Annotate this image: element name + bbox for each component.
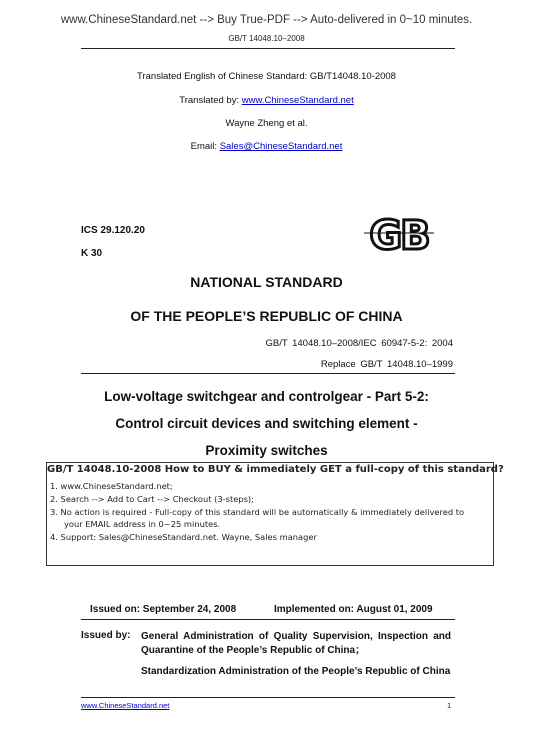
email-link[interactable]: Sales@ChineseStandard.net [219, 141, 343, 152]
standard-title-line1: NATIONAL STANDARD [190, 274, 343, 290]
doc-title-line1: Low-voltage switchgear and controlgear - Part 5-2: [104, 389, 429, 404]
implemented-on-date: Implemented on: August 01, 2009 [274, 604, 433, 615]
purchase-step-2: 2. Search --> Add to Cart --> Checkout (3-steps); [50, 494, 254, 504]
purchase-step-3-cont: your EMAIL address in 0~25 minutes. [64, 519, 221, 529]
footer-divider [81, 697, 455, 698]
gb-logo-text: GB [369, 213, 429, 257]
email-label: Email: [190, 141, 220, 152]
email-line [0, 141, 533, 152]
header-divider [81, 48, 455, 49]
translation-line: Translated English of Chinese Standard: GB/T14048.10-2008 [137, 71, 396, 82]
header-standard-number: GB/T 14048.10–2008 [228, 34, 305, 43]
purchase-heading: GB/T 14048.10-2008 How to BUY & immediately GET a full-copy of this standard? [47, 464, 504, 475]
purchase-step-4: 4. Support: Sales@ChineseStandard.net. Wayne, Sales manager [50, 532, 317, 542]
replace-code: Replace GB/T 14048.10–1999 [320, 359, 453, 370]
issuer-org-1: General Administration of Quality Supervision, Inspection and Quarantine of the People’s Republic of China； [141, 631, 451, 656]
page-number: 1 [447, 701, 452, 710]
purchase-info-box [46, 462, 504, 566]
issued-on-date: Issued on: September 24, 2008 [90, 604, 237, 615]
footer-site-link[interactable]: www.ChineseStandard.net [81, 701, 170, 710]
purchase-step-1: 1. www.ChineseStandard.net; [50, 481, 173, 491]
translator-name: Wayne Zheng et al. [225, 118, 308, 129]
translated-by-label: Translated by: [179, 95, 242, 106]
translator-site-link[interactable]: www.ChineseStandard.net [241, 95, 354, 106]
translated-by [0, 95, 533, 106]
standard-title-line2: OF THE PEOPLE’S REPUBLIC OF CHINA [130, 308, 403, 324]
doc-title-line3: Proximity switches [205, 443, 328, 458]
dates-divider [81, 619, 455, 620]
issued-by-label: Issued by: [81, 630, 131, 641]
k-code: K 30 [81, 248, 103, 259]
issuer-org-2: Standardization Administration of the People’s Republic of China [141, 666, 451, 677]
title-divider [81, 373, 455, 374]
top-banner: www.ChineseStandard.net --> Buy True-PDF --> Auto-delivered in 0~10 minutes. [60, 14, 473, 26]
gb-logo [360, 209, 438, 257]
ics-code: ICS 29.120.20 [81, 225, 145, 236]
standard-code: GB/T 14048.10–2008/IEC 60947-5-2: 2004 [265, 338, 453, 349]
purchase-step-3: 3. No action is required - Full-copy of this standard will be automatically & immediately delivered to [50, 507, 465, 517]
doc-title-line2: Control circuit devices and switching element - [115, 416, 418, 431]
